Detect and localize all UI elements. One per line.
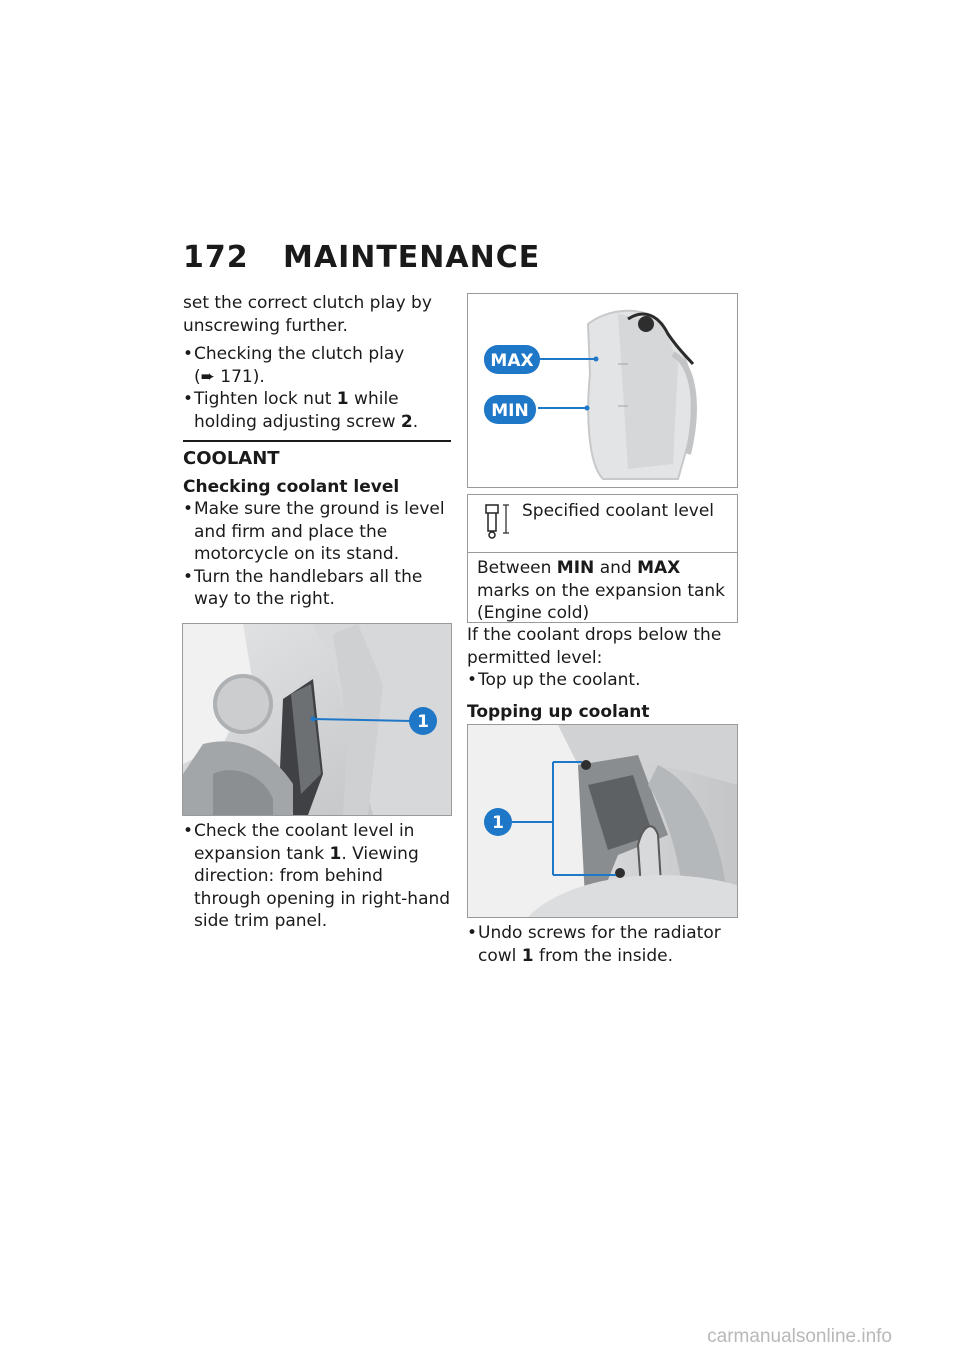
max-label: MAX: [490, 351, 534, 371]
right-column-bottom: [467, 922, 738, 967]
spec-text: marks on the expansion tank (Engine cold): [477, 580, 726, 623]
part-number: 1: [336, 389, 349, 409]
list-item: [467, 922, 738, 967]
min-label: MIN: [491, 401, 529, 421]
reference-arrow-icon: ➨: [200, 366, 215, 387]
intro-text: set the correct clutch play by unscrewing further.: [183, 293, 432, 336]
section-title: MAINTENANCE: [283, 240, 541, 275]
part-number: 2: [400, 411, 413, 432]
callout-label: 1: [417, 712, 429, 732]
expansion-tank-photo: [182, 623, 452, 816]
page-reference: 171: [220, 366, 253, 387]
list-item-text: while holding adjusting screw: [194, 389, 401, 432]
min-max-tank-illustration: [468, 294, 737, 487]
list-item-text: from the inside.: [533, 945, 674, 966]
spec-text: and: [599, 558, 632, 578]
subheading: Checking coolant level: [183, 476, 400, 497]
section-divider: [183, 440, 451, 442]
subheading: Topping up coolant: [467, 701, 650, 722]
left-column-section: [183, 448, 451, 611]
list-item-text: Undo screws for the radiator cowl: [478, 923, 721, 966]
list-item-text: Checking the clutch play: [194, 344, 405, 364]
level-gauge-icon: [482, 501, 516, 541]
list-item: • Checking the clutch play (➨ 171).: [183, 343, 451, 388]
min-max-tank-photo: [467, 293, 738, 488]
section-heading: COOLANT: [183, 448, 280, 469]
spec-box: [467, 494, 738, 623]
spec-text: Between: [477, 558, 552, 578]
page-number: 172: [183, 240, 249, 275]
part-number: 1: [521, 945, 534, 966]
list-item: • Make sure the ground is level and firm and place the motorcycle on its stand.: [183, 498, 451, 566]
list-item: [183, 820, 451, 933]
watermark: carmanualsonline.info: [707, 1326, 892, 1347]
part-number: 1: [329, 843, 342, 864]
left-column-bottom: [183, 820, 451, 933]
expansion-tank-illustration: [183, 624, 451, 815]
list-item-text: Check the coolant level in expansion tank: [194, 821, 415, 864]
list-item-text: . Viewing direction: from behind through opening in right-hand side trim panel.: [194, 843, 451, 931]
spec-max: MAX: [637, 558, 681, 578]
list-item-text: .: [412, 411, 419, 432]
spec-header: [468, 495, 737, 553]
spec-value: [468, 553, 737, 625]
page-header: [183, 240, 540, 275]
condition-text: If the coolant drops below the permitted level:: [467, 625, 722, 668]
right-column-text: [467, 624, 738, 723]
list-item-text: Tighten lock nut: [194, 389, 337, 409]
page-reference-suffix: ).: [252, 366, 265, 387]
list-item: • Turn the handlebars all the way to the right.: [183, 566, 451, 611]
radiator-cowl-illustration: [468, 725, 737, 917]
spec-min: MIN: [556, 558, 595, 578]
list-item: [183, 388, 451, 433]
radiator-cowl-photo: [467, 724, 738, 918]
spec-title: Specified coolant level: [522, 501, 715, 521]
callout-label: 1: [492, 813, 504, 833]
left-column: [183, 292, 451, 433]
list-item: • Top up the coolant.: [467, 669, 738, 692]
